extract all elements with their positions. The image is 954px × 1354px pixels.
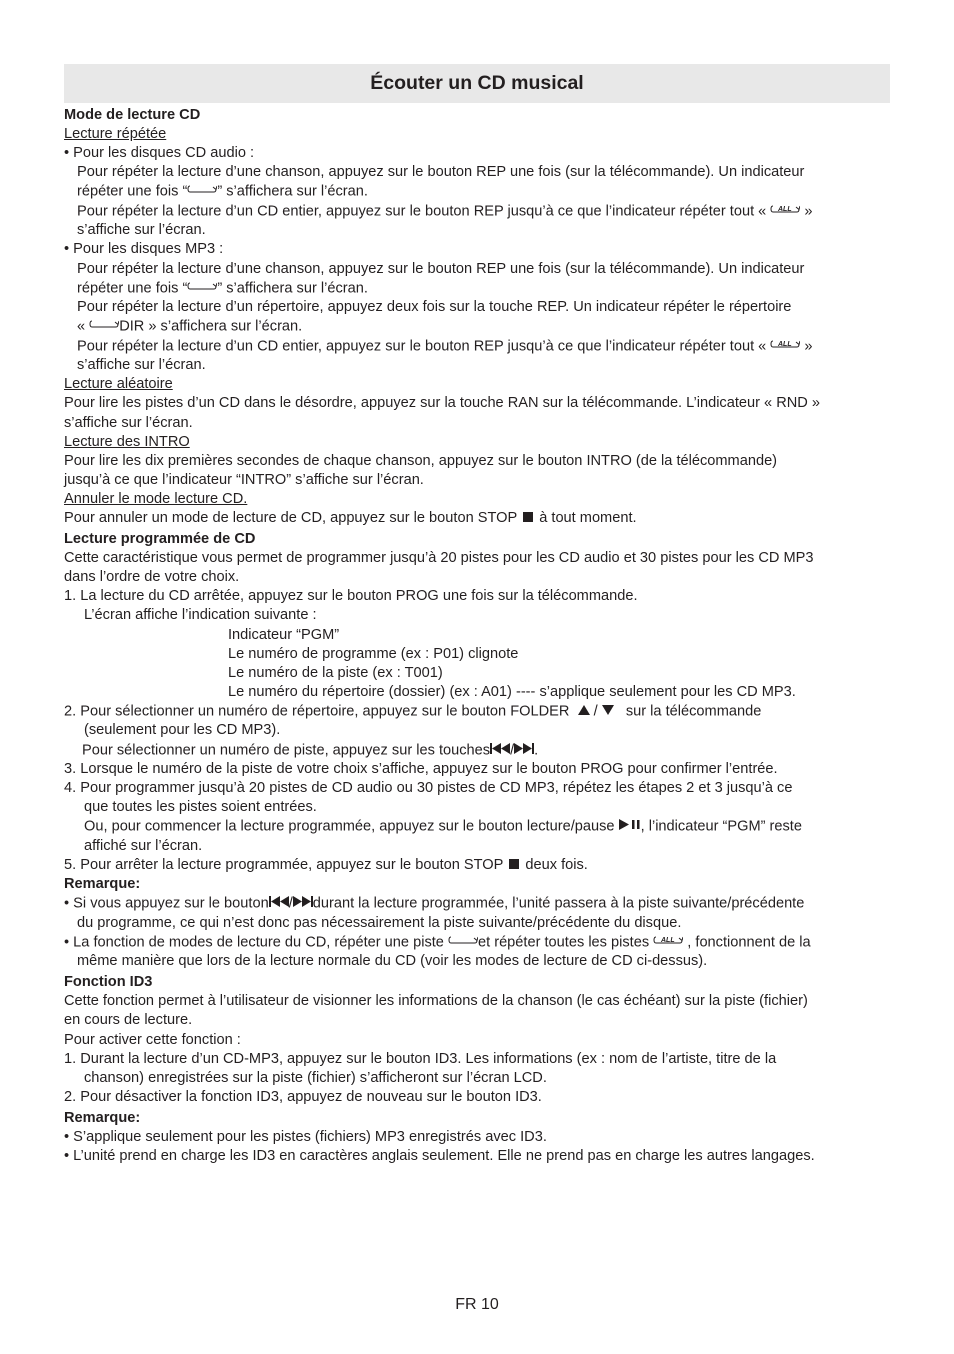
page-title: Écouter un CD musical [370,72,584,94]
skip-previous-icon [490,741,510,760]
text-line: Pour sélectionner un numéro de piste, appuyez sur les touches / . [82,741,539,758]
repeat-one-icon [187,279,217,298]
skip-next-icon [514,741,534,760]
indicator-line: Le numéro du répertoire (dossier) (ex : A01) ---- s’applique seulement pour les CD MP3. [228,683,796,700]
skip-next-icon [293,894,313,913]
page-content [64,106,890,1166]
note-bullet: • La fonction de modes de lecture du CD, répéter une piste et répéter toutes les pistes ALL , fonctionnent de la [64,934,811,951]
note-bullet: • L’unité prend en charge les ID3 en caractères anglais seulement. Elle ne prend pas en charge les autres langages. [64,1148,815,1165]
text-line: Cette caractéristique vous permet de programmer jusqu’à 20 pistes pour les CD audio et 30 pistes pour les CD MP3 [64,550,814,567]
text-line: Pour répéter la lecture d’un répertoire, appuyez deux fois sur la touche REP. Un indicateur répéter le répertoire [77,299,792,316]
heading-id3: Fonction ID3 [64,974,153,991]
repeat-one-icon [448,933,478,952]
text-line: Cette fonction permet à l’utilisateur de visionner les informations de la chanson (le cas échéant) sur la piste (fichier) [64,993,808,1010]
note-bullet: • Si vous appuyez sur le bouton / durant la lecture programmée, l’unité passera à la piste suivante/précédente [64,895,805,912]
text-line: même manière que lors de la lecture normale du CD (voir les modes de lecture de CD ci-dessus). [77,953,708,970]
heading-note: Remarque: [64,876,141,892]
subheading-intro: Lecture des INTRO [64,433,190,450]
id3-step-1: 1. Durant la lecture d’un CD-MP3, appuyez sur le bouton ID3. Les informations (ex : nom de l’artiste, titre de la [64,1050,777,1067]
heading-cd-play-mode: Mode de lecture CD [64,107,201,123]
text-line: du programme, ce qui n’est donc pas nécessairement la piste suivante/précédente du disque. [77,914,682,931]
subheading-repeat: Lecture répétée [64,126,167,143]
stop-icon [523,512,533,522]
text-line: Pour répéter la lecture d’une chanson, appuyez sur le bouton REP une fois (sur la télécommande). Un indicateur [77,164,805,181]
text-line: (seulement pour les CD MP3). [84,722,281,739]
text-line: s’affiche sur l’écran. [64,414,193,431]
text-line: Pour lire les dix premières secondes de chaque chanson, appuyez sur le bouton INTRO (de la télécommande) [64,452,778,469]
svg-text:ALL: ALL [661,936,675,944]
text-line: répéter une fois “ ” s’affichera sur l’écran. [77,183,368,200]
stop-icon [509,859,519,869]
bullet-mp3: • Pour les disques MP3 : [64,241,224,258]
repeat-one-icon [89,317,119,336]
step-3: 3. Lorsque le numéro de la piste de votre choix s’affiche, appuyez sur le bouton PROG pour confirmer l’entrée. [64,761,778,778]
text-line: dans l’ordre de votre choix. [64,569,240,586]
text-line: chanson) enregistrées sur la piste (fichier) s’afficheront sur l’écran LCD. [84,1069,547,1086]
text-line: Pour activer cette fonction : [64,1031,241,1048]
text-line: que toutes les pistes soient entrées. [84,799,317,816]
up-triangle-icon [578,702,590,721]
step-1: 1. La lecture du CD arrêtée, appuyez sur le bouton PROG une fois sur la télécommande. [64,588,638,605]
bullet-cd-audio: • Pour les disques CD audio : [64,145,255,162]
text-line: Ou, pour commencer la lecture programmée, appuyez sur le bouton lecture/pause , l’indicateur “PGM” reste [84,818,802,835]
text-line: s’affiche sur l’écran. [77,222,206,239]
text-line: en cours de lecture. [64,1012,193,1029]
indicator-line: Le numéro de programme (ex : P01) clignote [228,645,519,662]
svg-text:ALL: ALL [778,340,792,348]
subheading-cancel-mode: Annuler le mode lecture CD. [64,490,248,507]
indicator-line: Le numéro de la piste (ex : T001) [228,664,443,681]
step-4: 4. Pour programmer jusqu’à 20 pistes de CD audio ou 30 pistes de CD MP3, répétez les étapes 2 et 3 jusqu’à ce [64,780,793,797]
heading-note: Remarque: [64,1109,141,1126]
down-triangle-icon [602,702,614,721]
text-line: « DIR » s’affichera sur l’écran. [77,318,303,335]
text-line: Pour répéter la lecture d’un CD entier, appuyez sur le bouton REP jusqu’à ce que l’indicateur répéter tout « ALL » [77,203,813,220]
text-line: L’écran affiche l’indication suivante : [84,607,317,624]
repeat-all-icon [653,933,683,952]
section-title-bar [64,64,890,103]
subheading-random: Lecture aléatoire [64,376,173,393]
play-pause-icon [619,817,641,836]
svg-text:ALL: ALL [778,205,792,213]
step-5: 5. Pour arrêter la lecture programmée, appuyez sur le bouton STOP deux fois. [64,856,588,873]
step-2: 2. Pour sélectionner un numéro de répertoire, appuyez sur le bouton FOLDER / sur la télécommande [64,703,762,720]
text-line: jusqu’à ce que l’indicateur “INTRO” s’affiche sur l’écran. [64,471,424,488]
manual-page [64,64,890,1166]
heading-programmed-play: Lecture programmée de CD [64,531,256,548]
repeat-all-icon [770,202,800,221]
text-line: Pour répéter la lecture d’un CD entier, appuyez sur le bouton REP jusqu’à ce que l’indicateur répéter tout « ALL » [77,338,813,355]
indicator-line: Indicateur “PGM” [228,626,340,643]
page-number: FR 10 [455,1296,499,1313]
text-line: affiché sur l’écran. [84,837,203,854]
skip-previous-icon [269,894,289,913]
note-bullet: • S’applique seulement pour les pistes (fichiers) MP3 enregistrés avec ID3. [64,1129,547,1146]
text-line: Pour répéter la lecture d’une chanson, appuyez sur le bouton REP une fois (sur la télécommande). Un indicateur [77,260,805,277]
id3-step-2: 2. Pour désactiver la fonction ID3, appuyez de nouveau sur le bouton ID3. [64,1088,542,1105]
text-line: Pour annuler un mode de lecture de CD, appuyez sur le bouton STOP à tout moment. [64,510,637,526]
text-line: s’affiche sur l’écran. [77,357,206,374]
repeat-one-icon [187,182,217,201]
text-line: répéter une fois “ ” s’affichera sur l’écran. [77,280,368,297]
text-line: Pour lire les pistes d’un CD dans le désordre, appuyez sur la touche RAN sur la télécommande. L’indicateur « RND » [64,395,821,412]
repeat-all-icon [770,337,800,356]
